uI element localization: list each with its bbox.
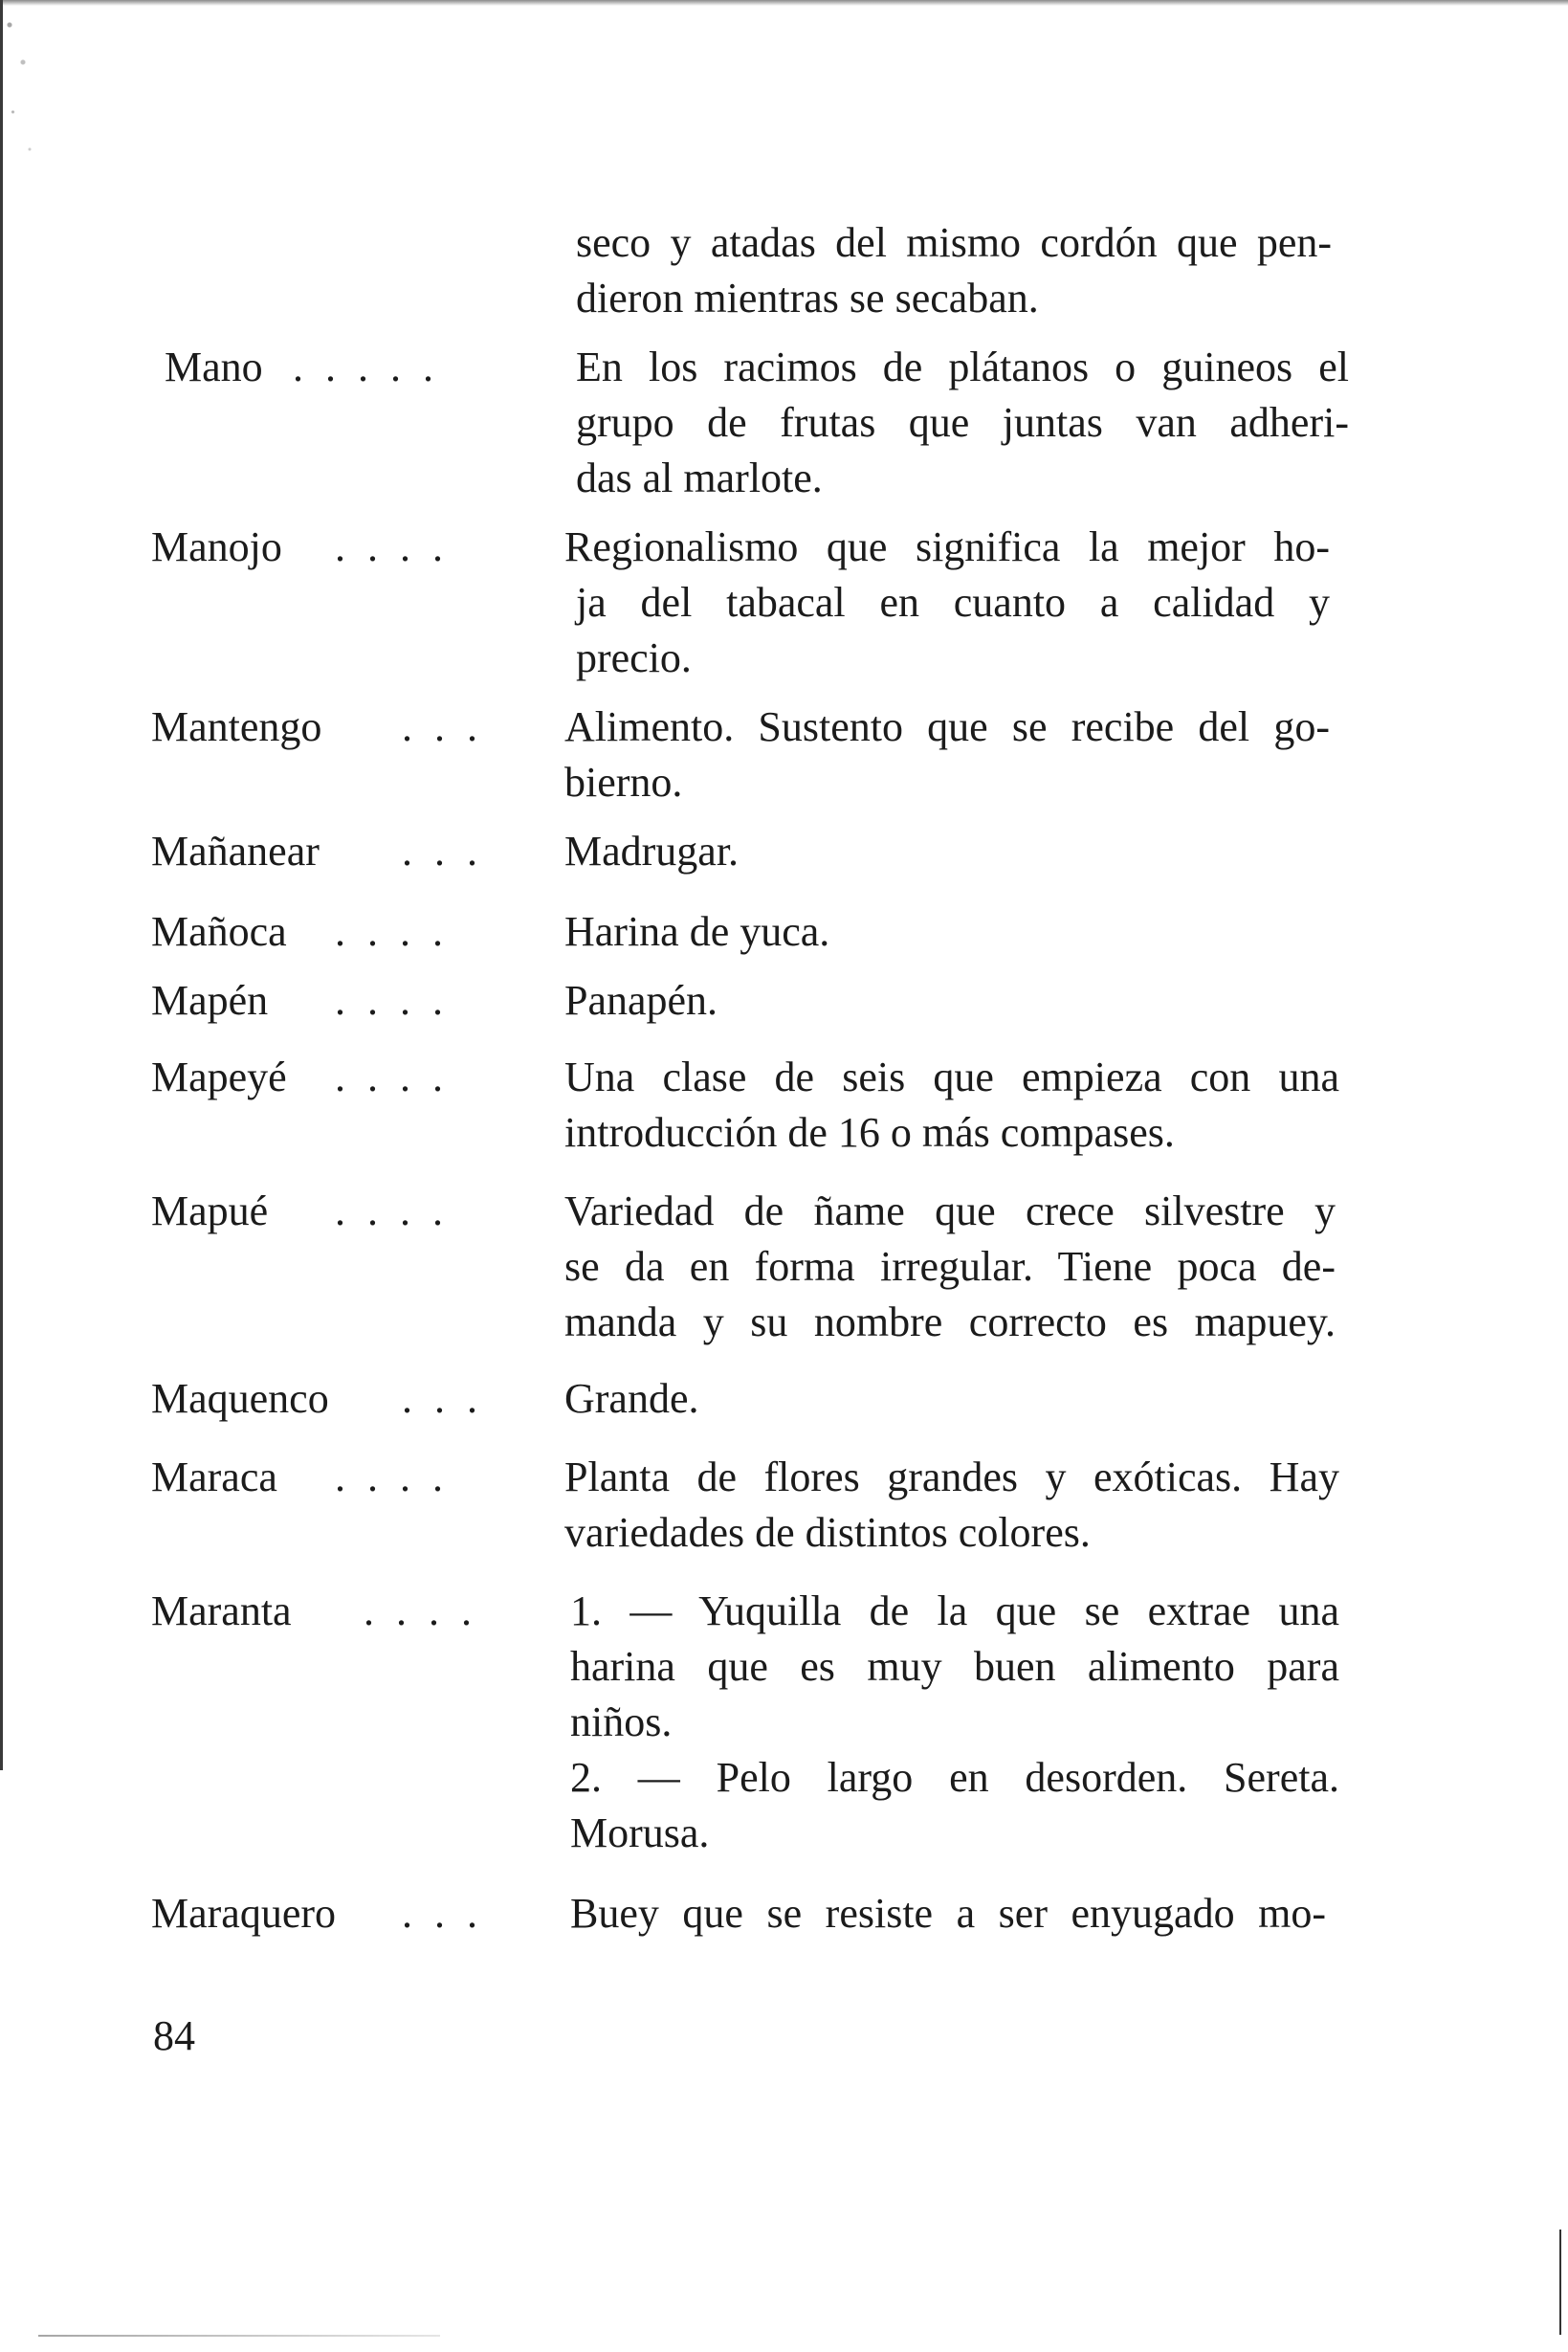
definition-line: Planta de flores grandes y exóticas. Hay bbox=[564, 1453, 1339, 1500]
scan-edge-bottom bbox=[38, 2335, 440, 2337]
definition-line: das al marlote. bbox=[576, 455, 823, 501]
continuation-line: dieron mientras se secaban. bbox=[576, 275, 1039, 322]
entry-leader: . . . bbox=[402, 1375, 483, 1422]
definition-line: En los racimos de plátanos o guineos el bbox=[576, 344, 1349, 390]
entry-leader: . . . . bbox=[364, 1587, 477, 1634]
entry-leader: . . . . . bbox=[293, 344, 439, 390]
definition-line: precio. bbox=[576, 634, 692, 681]
definition-line: Panapén. bbox=[564, 977, 718, 1024]
entry-term: Mañanear bbox=[151, 828, 320, 875]
entry-leader: . . . . bbox=[335, 908, 449, 955]
definition-line: Regionalismo que significa la mejor ho- bbox=[564, 523, 1330, 570]
entry-leader: . . . bbox=[402, 1890, 483, 1937]
scan-edge-right-mark bbox=[1559, 2230, 1561, 2335]
definition-line: Madrugar. bbox=[564, 828, 740, 875]
definition-line: manda y su nombre correcto es mapuey. bbox=[564, 1298, 1336, 1345]
entry-leader: . . . . bbox=[335, 523, 449, 570]
definition-line: grupo de frutas que juntas van adheri- bbox=[576, 399, 1349, 446]
entry-term: Mano bbox=[165, 344, 263, 390]
continuation-line: seco y atadas del mismo cordón que pen- bbox=[576, 219, 1332, 266]
entry-leader: . . . bbox=[402, 703, 483, 750]
entry-term: Mapeyé bbox=[151, 1054, 287, 1100]
definition-line: 2. — Pelo largo en desorden. Sereta. bbox=[570, 1754, 1339, 1801]
definition-line: Buey que se resiste a ser enyugado mo- bbox=[570, 1890, 1326, 1937]
entry-term: Maraquero bbox=[151, 1890, 337, 1937]
scan-edge-left bbox=[0, 0, 3, 1770]
definition-line: ja del tabacal en cuanto a calidad y bbox=[576, 579, 1330, 626]
definition-line: Morusa. bbox=[570, 1809, 710, 1856]
definition-line: niños. bbox=[570, 1698, 673, 1745]
definition-line: se da en forma irregular. Tiene poca de- bbox=[564, 1243, 1336, 1290]
definition-line: variedades de distintos colores. bbox=[564, 1509, 1091, 1556]
definition-line: harina que es muy buen alimento para bbox=[570, 1643, 1339, 1690]
scan-edge-top bbox=[0, 0, 1568, 6]
entry-term: Maranta bbox=[151, 1587, 292, 1634]
definition-line: 1. — Yuquilla de la que se extrae una bbox=[570, 1587, 1339, 1634]
definition-line: Alimento. Sustento que se recibe del go- bbox=[564, 703, 1330, 750]
entry-term: Maraca bbox=[151, 1453, 277, 1500]
definition-line: Una clase de seis que empieza con una bbox=[564, 1054, 1339, 1100]
definition-line: Variedad de ñame que crece silvestre y bbox=[564, 1187, 1336, 1234]
entry-term: Maquenco bbox=[151, 1375, 329, 1422]
entry-leader: . . . . bbox=[335, 977, 449, 1024]
entry-leader: . . . . bbox=[335, 1054, 449, 1100]
entry-term: Mañoca bbox=[151, 908, 287, 955]
entry-leader: . . . . bbox=[335, 1187, 449, 1234]
entry-term: Mapué bbox=[151, 1187, 269, 1234]
definition-line: introducción de 16 o más compases. bbox=[564, 1109, 1175, 1156]
scan-speckle bbox=[3, 0, 70, 249]
definition-line: Grande. bbox=[564, 1375, 699, 1422]
entry-term: Manojo bbox=[151, 523, 282, 570]
entry-term: Mantengo bbox=[151, 703, 322, 750]
page-number: 84 bbox=[153, 2012, 195, 2059]
entry-leader: . . . bbox=[402, 828, 483, 875]
definition-line: Harina de yuca. bbox=[564, 908, 830, 955]
entry-term: Mapén bbox=[151, 977, 269, 1024]
entry-leader: . . . . bbox=[335, 1453, 449, 1500]
definition-line: bierno. bbox=[564, 759, 683, 806]
